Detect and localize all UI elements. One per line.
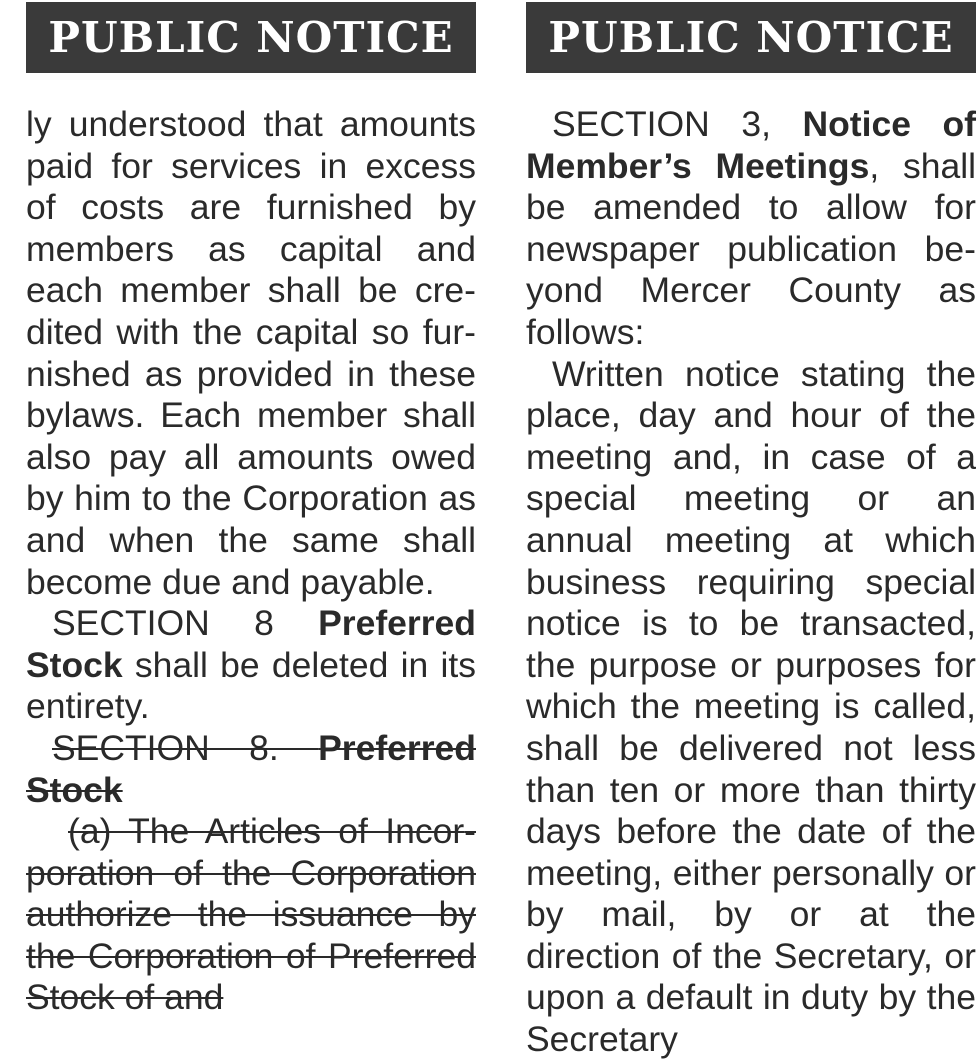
paragraph-section-8-amend — [26, 603, 476, 728]
section-title: Preferred Stock — [26, 727, 476, 810]
section-text: shall be deleted in its entirety. — [26, 644, 476, 727]
notice-column-right — [526, 0, 976, 1062]
notice-body-text — [526, 104, 976, 1061]
paragraph-written-notice: Written notice stating the place, day and hour of the meeting and, in case of a special meeting or an annual meeting at which business requiring special notice is to be transacted, the purpose or purposes for which the meeting is called, shall be delivered not less than ten or more than thirty days before the date of the meeting, either personally or by mail, by or at the direction of the Secretary, or upon a default in duty by the Secretary — [526, 353, 976, 1060]
paragraph-section-8a-struck: (a) The Articles of Incorporation of the Corporation authorize the issuance by the Corporation of Preferred Stock of and — [26, 811, 476, 1018]
notice-column-left — [26, 0, 476, 1062]
section-title: Notice of Member’s Meetings — [526, 104, 976, 186]
section-title: Preferred Stock — [26, 603, 476, 685]
section-text: , shall be amended to allow for newspaper publication beyond Mercer County as follows: — [526, 145, 976, 352]
public-notice-banner: PUBLIC NOTICE — [26, 2, 476, 73]
paragraph-section-8-struck-heading — [26, 728, 476, 811]
section-label: SECTION 8 — [52, 603, 319, 644]
paragraph-section-3 — [526, 104, 976, 354]
section-label: SECTION 8. — [52, 727, 319, 768]
column-text-clip — [26, 104, 476, 1062]
public-notice-banner: PUBLIC NOTICE — [526, 2, 976, 73]
column-text-clip — [526, 104, 976, 1062]
notice-body-text — [26, 104, 476, 1019]
section-label: SECTION 3, — [552, 104, 803, 144]
paragraph-continuation: ly understood that amounts paid for services in excess of costs are furnished by members as capital and each member shall be credited with the capital so furnished as provided in these bylaws. Each member shall also pay all amounts owed by him to the Corporation as and when the same shall become due and payable. — [26, 104, 476, 602]
